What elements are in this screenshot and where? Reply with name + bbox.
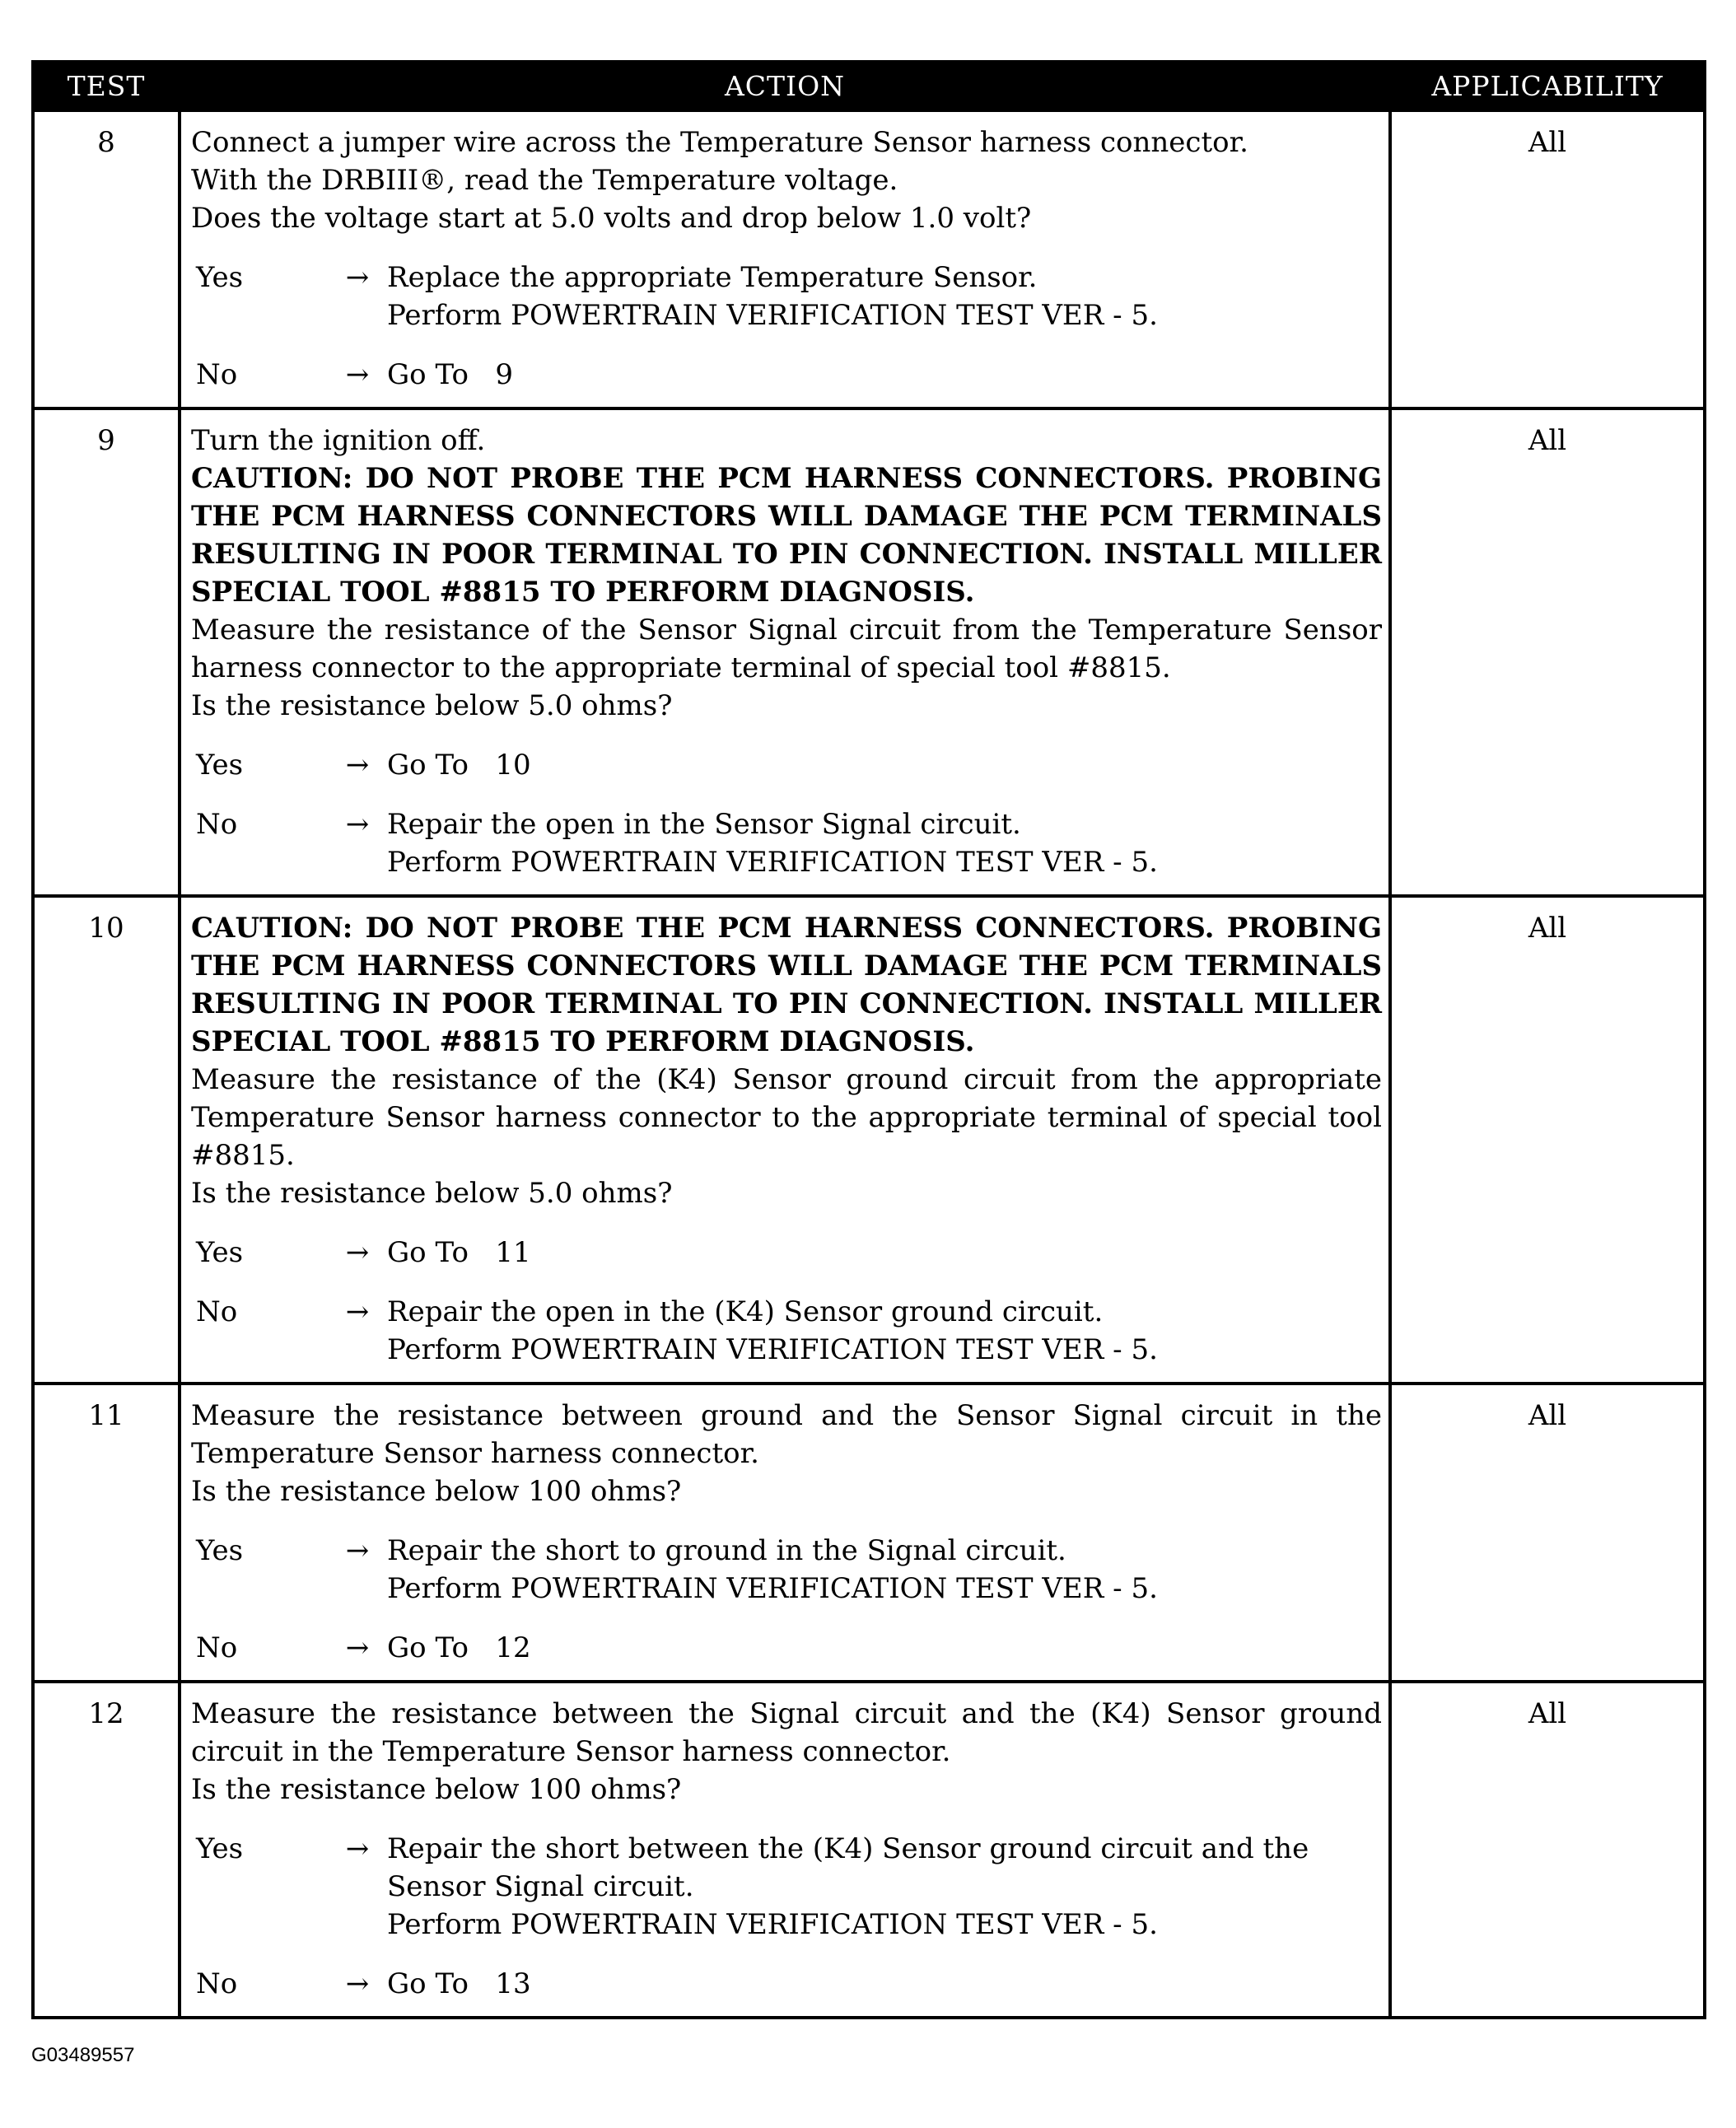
outcome-label: Yes bbox=[196, 1236, 244, 1269]
outcome-label: No bbox=[196, 808, 238, 841]
outcome-label: No bbox=[196, 1967, 238, 2000]
arrow-right-icon: → bbox=[345, 1295, 370, 1328]
table-header-row bbox=[33, 62, 1705, 110]
outcome-label: No bbox=[196, 1631, 238, 1664]
action-cell bbox=[180, 110, 1390, 408]
outcome-result-line: Perform POWERTRAIN VERIFICATION TEST VER - 5. bbox=[387, 1333, 1158, 1366]
outcome-label: Yes bbox=[196, 261, 244, 294]
test-number: 8 bbox=[33, 110, 180, 408]
test-number: 12 bbox=[33, 1682, 180, 2018]
outcome-result-line: Repair the short between the (K4) Sensor ground circuit and the Sensor Signal circuit. bbox=[387, 1832, 1318, 1903]
action-text: Measure the resistance between ground and the Sensor Signal circuit in the Temperature Sensor harness connector. bbox=[191, 1399, 1382, 1470]
arrow-right-icon: → bbox=[345, 1967, 370, 2000]
header-test: TEST bbox=[33, 62, 180, 110]
outcome-result bbox=[387, 1965, 1382, 2003]
outcome-result-line: Perform POWERTRAIN VERIFICATION TEST VER - 5. bbox=[387, 1572, 1158, 1605]
table-row bbox=[33, 408, 1705, 896]
arrow-right-icon: → bbox=[345, 1236, 370, 1269]
outcome-result-line: Replace the appropriate Temperature Sensor. bbox=[387, 261, 1038, 294]
applicability-value: All bbox=[1390, 1384, 1705, 1682]
action-text: Is the resistance below 100 ohms? bbox=[191, 1773, 682, 1806]
action-text: Measure the resistance of the Sensor Signal circuit from the Temperature Sensor harness connector to the appropriate terminal of special tool #8815. bbox=[191, 614, 1382, 684]
action-text: Measure the resistance of the (K4) Sensor ground circuit from the appropriate Temperature Sensor harness connector to the appropriate terminal of special tool #8815. bbox=[191, 1063, 1382, 1172]
figure-code: G03489557 bbox=[31, 2044, 135, 2066]
caution-text: CAUTION: DO NOT PROBE THE PCM HARNESS CONNECTORS. PROBING THE PCM HARNESS CONNECTORS WILL DAMAGE THE PCM TERMINALS RESULTING IN POOR TERMINAL TO PIN CONNECTION. INSTALL MILLER SPECIAL TOOL #8815 TO PERFORM DIAGNOSIS. bbox=[191, 912, 1382, 1058]
outcome-result bbox=[387, 1293, 1382, 1369]
arrow-right-icon: → bbox=[345, 1631, 370, 1664]
table-row bbox=[33, 896, 1705, 1384]
outcome-label: No bbox=[196, 358, 238, 391]
action-text: Measure the resistance between the Signal circuit and the (K4) Sensor ground circuit in the Temperature Sensor harness connector. bbox=[191, 1697, 1382, 1768]
table-row bbox=[33, 110, 1705, 408]
outcome-result-line: Go To 12 bbox=[387, 1631, 531, 1664]
arrow-right-icon: → bbox=[345, 1832, 370, 1865]
outcome-result bbox=[387, 259, 1382, 334]
action-text: Turn the ignition off. bbox=[191, 424, 486, 457]
outcome-result-line: Repair the open in the Sensor Signal circuit. bbox=[387, 808, 1021, 841]
applicability-value: All bbox=[1390, 1682, 1705, 2018]
outcome-result-line: Go To 10 bbox=[387, 749, 531, 782]
arrow-right-icon: → bbox=[345, 749, 370, 782]
outcome-no bbox=[191, 1293, 1382, 1369]
outcome-result bbox=[387, 356, 1382, 394]
outcome-no bbox=[191, 805, 1382, 881]
applicability-value: All bbox=[1390, 110, 1705, 408]
table-row bbox=[33, 1384, 1705, 1682]
action-text: Connect a jumper wire across the Temperature Sensor harness connector. bbox=[191, 126, 1248, 159]
arrow-right-icon: → bbox=[345, 261, 370, 294]
outcome-result bbox=[387, 1629, 1382, 1667]
outcome-result bbox=[387, 746, 1382, 784]
action-cell bbox=[180, 1384, 1390, 1682]
outcome-result-line: Repair the short to ground in the Signal circuit. bbox=[387, 1534, 1066, 1567]
outcome-result-line: Perform POWERTRAIN VERIFICATION TEST VER - 5. bbox=[387, 299, 1158, 332]
test-number: 11 bbox=[33, 1384, 180, 1682]
arrow-right-icon: → bbox=[345, 358, 370, 391]
header-action: ACTION bbox=[180, 62, 1390, 110]
outcome-result-line: Repair the open in the (K4) Sensor ground circuit. bbox=[387, 1295, 1104, 1328]
applicability-value: All bbox=[1390, 896, 1705, 1384]
outcome-no bbox=[191, 1965, 1382, 2003]
outcome-yes bbox=[191, 1830, 1382, 1944]
outcome-label: Yes bbox=[196, 1534, 244, 1567]
outcome-no bbox=[191, 356, 1382, 394]
test-number: 9 bbox=[33, 408, 180, 896]
action-cell bbox=[180, 1682, 1390, 2018]
outcome-result-line: Go To 9 bbox=[387, 358, 513, 391]
action-cell bbox=[180, 408, 1390, 896]
table-row bbox=[33, 1682, 1705, 2018]
action-text: Is the resistance below 5.0 ohms? bbox=[191, 689, 673, 722]
outcome-result-line: Perform POWERTRAIN VERIFICATION TEST VER - 5. bbox=[387, 1908, 1158, 1941]
action-cell bbox=[180, 896, 1390, 1384]
outcome-yes bbox=[191, 1532, 1382, 1608]
outcome-label: Yes bbox=[196, 1832, 244, 1865]
test-number: 10 bbox=[33, 896, 180, 1384]
outcome-yes bbox=[191, 259, 1382, 334]
outcome-label: No bbox=[196, 1295, 238, 1328]
diagnostic-test-table bbox=[31, 60, 1706, 2019]
outcome-result-line: Go To 13 bbox=[387, 1967, 531, 2000]
outcome-result bbox=[387, 1830, 1382, 1944]
caution-text: CAUTION: DO NOT PROBE THE PCM HARNESS CONNECTORS. PROBING THE PCM HARNESS CONNECTORS WILL DAMAGE THE PCM TERMINALS RESULTING IN POOR TERMINAL TO PIN CONNECTION. INSTALL MILLER SPECIAL TOOL #8815 TO PERFORM DIAGNOSIS. bbox=[191, 462, 1382, 609]
outcome-yes bbox=[191, 746, 1382, 784]
arrow-right-icon: → bbox=[345, 1534, 370, 1567]
outcome-label: Yes bbox=[196, 749, 244, 782]
outcome-result-line: Perform POWERTRAIN VERIFICATION TEST VER - 5. bbox=[387, 846, 1158, 879]
action-text: Is the resistance below 100 ohms? bbox=[191, 1475, 682, 1508]
header-applicability: APPLICABILITY bbox=[1390, 62, 1705, 110]
action-text: With the DRBIII®, read the Temperature voltage. bbox=[191, 164, 898, 197]
table-body bbox=[33, 110, 1705, 2018]
action-text: Is the resistance below 5.0 ohms? bbox=[191, 1177, 673, 1210]
outcome-result bbox=[387, 1532, 1382, 1608]
outcome-result bbox=[387, 1234, 1382, 1272]
action-text: Does the voltage start at 5.0 volts and drop below 1.0 volt? bbox=[191, 202, 1032, 235]
applicability-value: All bbox=[1390, 408, 1705, 896]
outcome-result-line: Go To 11 bbox=[387, 1236, 531, 1269]
arrow-right-icon: → bbox=[345, 808, 370, 841]
outcome-result bbox=[387, 805, 1382, 881]
outcome-yes bbox=[191, 1234, 1382, 1272]
outcome-no bbox=[191, 1629, 1382, 1667]
